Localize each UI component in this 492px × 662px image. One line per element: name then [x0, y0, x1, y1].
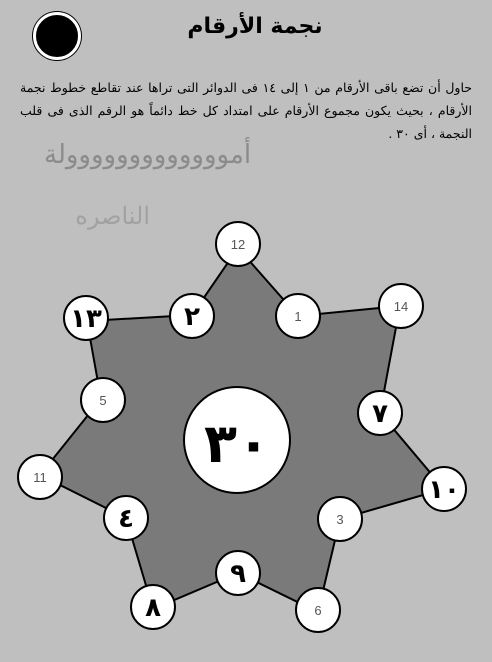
circle-number: 11	[33, 470, 47, 485]
center-sum	[184, 387, 290, 493]
circle-number: ١٣	[70, 304, 102, 334]
circle-number: ٢	[184, 302, 200, 332]
center-number: ٣٠	[204, 412, 270, 475]
circle-number: ١٠	[428, 475, 460, 505]
circle-number: 14	[393, 299, 409, 314]
number-circle-lower-left-inner[interactable]	[104, 496, 148, 540]
number-circle-top[interactable]	[216, 222, 260, 266]
number-circle-upper-right-inner[interactable]	[276, 294, 320, 338]
circle-number: 5	[99, 393, 107, 408]
circle-number: ٤	[118, 504, 134, 534]
number-circle-bottom-inner[interactable]	[216, 551, 260, 595]
number-circle-upper-left-outer[interactable]	[64, 296, 108, 340]
circle-number: ٧	[372, 399, 388, 429]
circle-number: 1	[294, 309, 302, 324]
number-circle-left-inner[interactable]	[81, 378, 125, 422]
number-circle-right-outer[interactable]	[422, 467, 466, 511]
circle-number: 6	[314, 603, 322, 618]
circle-number: ٩	[230, 559, 246, 589]
handwritten-signature: الناصره	[75, 202, 150, 230]
circle-number: 3	[336, 512, 344, 527]
number-circle-upper-right-outer[interactable]	[379, 284, 423, 328]
number-circle-right-inner[interactable]	[358, 391, 402, 435]
circle-number: ٨	[145, 593, 161, 623]
number-circle-upper-left-inner[interactable]	[170, 294, 214, 338]
page-title: نجمة الأرقام	[187, 14, 323, 39]
circle-number: 12	[230, 237, 246, 252]
instructions-text: حاول أن تضع باقى الأرقام من ١ إلى ١٤ فى الدوائر التى تراها عند تقاطع خطوط نجمة الأرقام ، بحيث يكون مجموع الأرقام على امتداد كل خط دائماً هو الرقم الذى فى قلب النجمة ، أى ٣٠ .	[20, 80, 472, 141]
number-circle-bottom-right-outer[interactable]	[296, 588, 340, 632]
number-circle-bottom-left-outer[interactable]	[131, 585, 175, 629]
number-circle-left-outer[interactable]	[18, 455, 62, 499]
number-circle-lower-right-inner[interactable]	[318, 497, 362, 541]
handwritten-scribble: أمووووووووووووولة	[44, 140, 252, 170]
